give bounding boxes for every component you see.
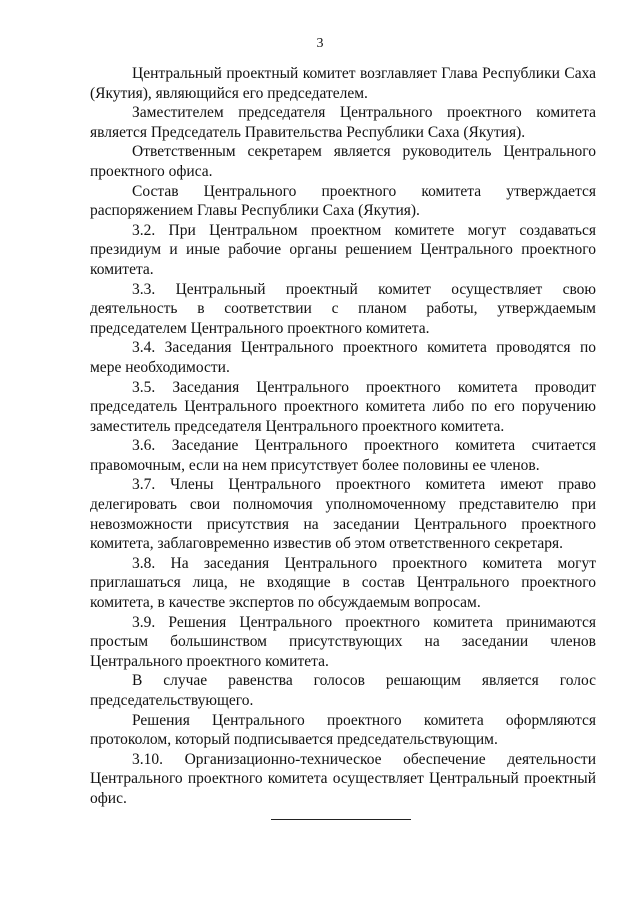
paragraph-composition: Состав Центрального проектного комитета утверждается распоряжением Главы Республики Саха (Якутия). <box>90 182 596 220</box>
paragraph-secretary: Ответственным секретарем является руководитель Центрального проектного офиса. <box>90 143 596 180</box>
paragraph-3-3: 3.3. Центральный проектный комитет осуществляет свою деятельность в соответствии с планом работы, утверждаемым председателем Центрального проектного комитета. <box>90 280 596 337</box>
paragraph-chairman: Центральный проектный комитет возглавляет Глава Республики Саха (Якутия), являющийся его председателем. <box>90 65 596 102</box>
page-number: 3 <box>316 36 324 51</box>
paragraph-tie-vote: В случае равенства голосов решающим является голос председательствующего. <box>90 672 596 709</box>
paragraph-3-8: 3.8. На заседания Центрального проектного комитета могут приглашаться лица, не входящие в состав Центрального проектного комитета, в качестве экспертов по обсуждаемым вопросам. <box>90 554 596 612</box>
paragraph-3-7: 3.7. Члены Центрального проектного комитета имеют право делегировать свои полномочия уполномоченному представителю при невозможности присутствия на заседании Центрального проектного комитета, заблаговременно известив об этом ответственного секретаря. <box>90 476 596 553</box>
document-body <box>90 64 596 809</box>
end-divider <box>271 819 411 820</box>
paragraph-protocol: Решения Центрального проектного комитета оформляются протоколом, который подписывается председательствующим. <box>90 711 596 749</box>
paragraph-3-4: 3.4. Заседания Центрального проектного комитета проводятся по мере необходимости. <box>90 339 596 376</box>
paragraph-deputy-chairman: Заместителем председателя Центрального проектного комитета является Председатель Правительства Республики Саха (Якутия). <box>90 104 596 141</box>
paragraph-3-5: 3.5. Заседания Центрального проектного комитета проводит председатель Центрального проектного комитета либо по его поручению заместитель председателя Центрального проектного комитета. <box>90 378 596 435</box>
paragraph-3-6: 3.6. Заседание Центрального проектного комитета считается правомочным, если на нем присутствует более половины ее членов. <box>90 437 596 474</box>
paragraph-3-2: 3.2. При Центральном проектном комитете могут создаваться президиум и иные рабочие органы решением Центрального проектного комитета. <box>90 221 596 278</box>
paragraph-3-9: 3.9. Решения Центрального проектного комитета принимаются простым большинством присутствующих на заседании членов Центрального проектного комитета. <box>90 613 596 670</box>
paragraph-3-10: 3.10. Организационно-техническое обеспечение деятельности Центрального проектного комитета осуществляет Центральный проектный офис. <box>90 750 596 807</box>
